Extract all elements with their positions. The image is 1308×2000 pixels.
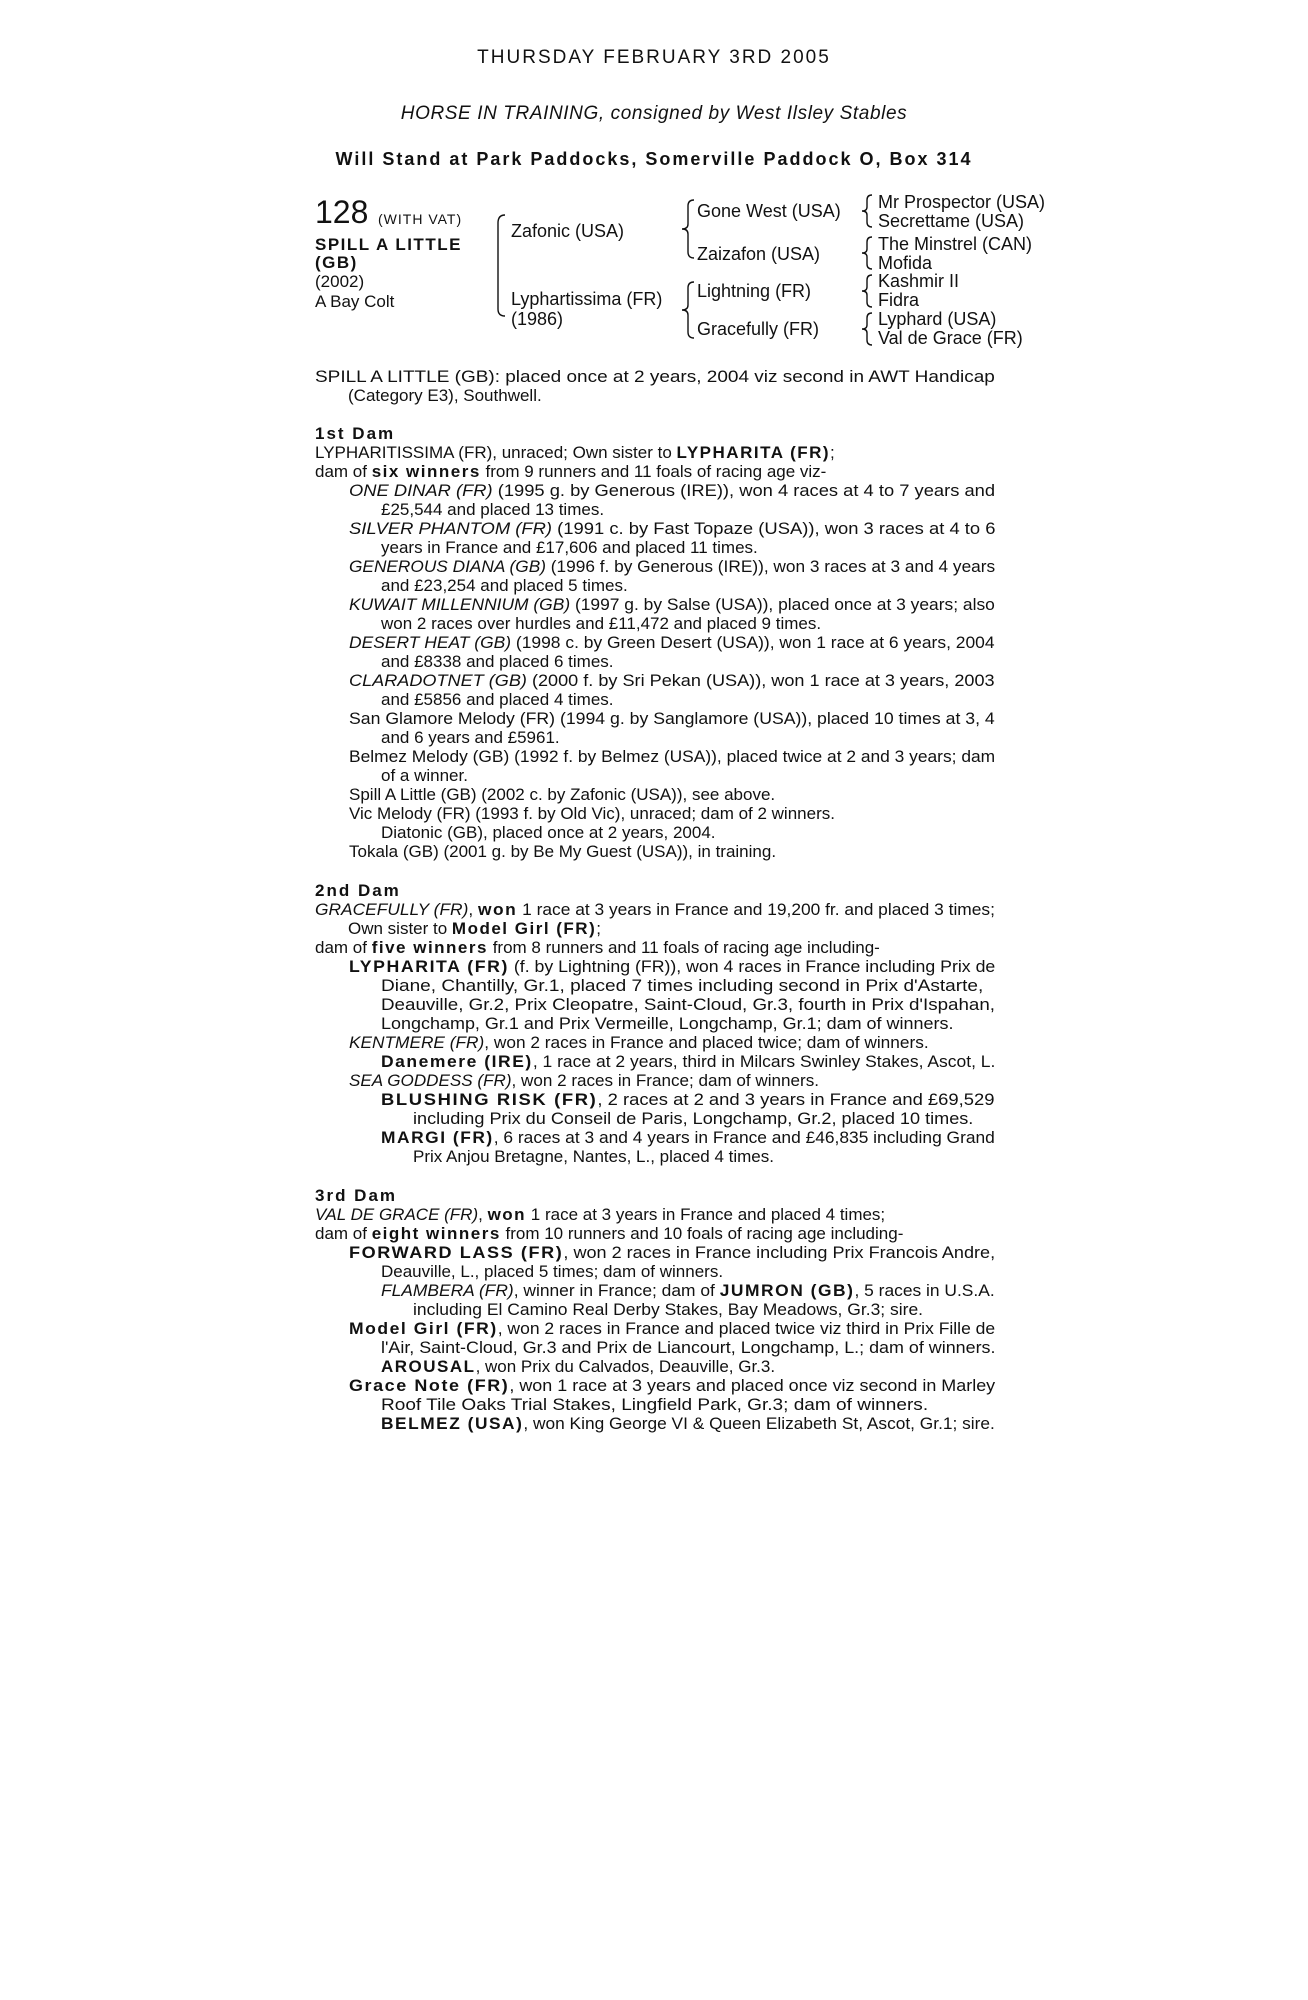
horse-name: SPILL A LITTLE (315, 235, 462, 254)
foaling-year: (2002) (315, 272, 365, 291)
pedigree-sire: Zafonic (USA) (511, 221, 625, 241)
consignment-line: HORSE IN TRAINING, consigned by West Ilsley Stables (400, 103, 908, 124)
race-summary-line1: SPILL A LITTLE (GB): placed once at 2 years, 2004 viz second in AWT Handicap (315, 367, 995, 386)
stand-location: Will Stand at Park Paddocks, Somerville Paddock O, Box 314 (335, 149, 973, 169)
ggp-7: Lyphard (USA) (878, 309, 997, 329)
produce-entry-cont: years in France and £17,606 and placed 11 times. (381, 538, 758, 557)
horse-country: (GB) (315, 253, 358, 272)
pedigree-sire-sire: Gone West (USA) (697, 201, 841, 221)
produce-entry: SILVER PHANTOM (FR) (1991 c. by Fast Topaze (USA)), won 3 races at 4 to 6 (349, 519, 996, 538)
ggp-brace-2 (860, 235, 878, 271)
ggp-3: The Minstrel (CAN) (878, 234, 1033, 254)
produce-entry-sub: Diatonic (GB), placed once at 2 years, 2004. (381, 823, 716, 842)
produce-entry: Vic Melody (FR) (1993 f. by Old Vic), unraced; dam of 2 winners. (349, 804, 835, 823)
first-dam-produce-summary: dam of six winners from 9 runners and 11 foals of racing age viz- (315, 462, 827, 481)
produce-entry: DESERT HEAT (GB) (1998 c. by Green Desert (USA)), won 1 race at 6 years, 2004 (349, 633, 995, 652)
ggp-brace-4 (860, 311, 878, 347)
third-dam-line: VAL DE GRACE (FR), won 1 race at 3 years in France and placed 4 times; (315, 1205, 886, 1224)
produce-entry-cont: of a winner. (381, 766, 468, 785)
second-dam-heading: 2nd Dam (315, 881, 401, 900)
ggp-2: Secrettame (USA) (878, 211, 1025, 231)
produce-entry-cont: l'Air, Saint-Cloud, Gr.3 and Prix de Liancourt, Longchamp, L.; dam of winners. (381, 1338, 996, 1357)
produce-entry-sub: Danemere (IRE), 1 race at 2 years, third in Milcars Swinley Stakes, Ascot, L. (381, 1052, 996, 1071)
produce-entry-sub-cont: including Prix du Conseil de Paris, Longchamp, Gr.2, placed 10 times. (413, 1109, 974, 1128)
race-summary-line2: (Category E3), Southwell. (348, 386, 542, 405)
ggp-1: Mr Prospector (USA) (878, 192, 1046, 212)
pedigree-dam: Lyphartissima (FR) (511, 289, 663, 309)
pedigree-sire-dam: Zaizafon (USA) (697, 244, 821, 264)
second-dam-line: GRACEFULLY (FR), won 1 race at 3 years in France and 19,200 fr. and placed 3 times; (315, 900, 995, 919)
produce-entry-cont: Deauville, Gr.2, Prix Cleopatre, Saint-Cloud, Gr.3, fourth in Prix d'Ispahan, (381, 995, 996, 1014)
lot-number: 128 (315, 194, 369, 230)
ggp-4: Mofida (878, 253, 933, 273)
produce-entry-sub: FLAMBERA (FR), winner in France; dam of JUMRON (GB), 5 races in U.S.A. (381, 1281, 995, 1300)
produce-entry-cont: and £5856 and placed 4 times. (381, 690, 614, 709)
produce-entry-cont: Diane, Chantilly, Gr.1, placed 7 times including second in Prix d'Astarte, (381, 976, 984, 995)
produce-entry-sub: MARGI (FR), 6 races at 3 and 4 years in France and £46,835 including Grand (381, 1128, 995, 1147)
produce-entry-cont: and £8338 and placed 6 times. (381, 652, 614, 671)
produce-entry: KENTMERE (FR), won 2 races in France and placed twice; dam of winners. (349, 1033, 929, 1052)
produce-entry: KUWAIT MILLENNIUM (GB) (1997 g. by Salse (USA)), placed once at 3 years; also (349, 595, 995, 614)
vat-note: (WITH VAT) (378, 211, 463, 227)
second-dam-sister-note: Own sister to Model Girl (FR); (348, 919, 601, 938)
first-dam-heading: 1st Dam (315, 424, 396, 443)
produce-entry: CLARADOTNET (GB) (2000 f. by Sri Pekan (USA)), won 1 race at 3 years, 2003 (349, 671, 995, 690)
produce-entry: ONE DINAR (FR) (1995 g. by Generous (IRE)), won 4 races at 4 to 7 years and (349, 481, 996, 500)
produce-entry: San Glamore Melody (FR) (1994 g. by Sanglamore (USA)), placed 10 times at 3, 4 (349, 709, 995, 728)
ggp-brace-3 (860, 273, 878, 309)
ggp-brace-1 (860, 193, 878, 229)
produce-entry: Spill A Little (GB) (2002 c. by Zafonic (USA)), see above. (349, 785, 776, 804)
produce-entry-sub: BELMEZ (USA), won King George VI & Queen Elizabeth St, Ascot, Gr.1; sire. (381, 1414, 995, 1433)
produce-entry: GENEROUS DIANA (GB) (1996 f. by Generous (IRE)), won 3 races at 3 and 4 years (349, 557, 996, 576)
produce-entry-cont: won 2 races over hurdles and £11,472 and placed 9 times. (381, 614, 822, 633)
third-dam-produce-summary: dam of eight winners from 10 runners and 10 foals of racing age including- (315, 1224, 904, 1243)
pedigree-dam-sire: Lightning (FR) (697, 281, 812, 301)
produce-entry-cont: and 6 years and £5961. (381, 728, 560, 747)
produce-entry: Tokala (GB) (2001 g. by Be My Guest (USA)), in training. (349, 842, 777, 861)
sire-dam-bracket (493, 213, 511, 317)
first-dam-line: LYPHARITISSIMA (FR), unraced; Own sister to LYPHARITA (FR); (315, 443, 835, 462)
ggp-6: Fidra (878, 290, 920, 310)
produce-entry: Model Girl (FR), won 2 races in France and placed twice viz third in Prix Fille de (349, 1319, 996, 1338)
produce-entry: SEA GODDESS (FR), won 2 races in France; dam of winners. (349, 1071, 819, 1090)
pedigree-dam-year: (1986) (511, 309, 564, 329)
third-dam-heading: 3rd Dam (315, 1186, 398, 1205)
ggp-5: Kashmir II (878, 271, 960, 291)
pedigree-dam-dam: Gracefully (FR) (697, 319, 820, 339)
produce-entry-sub: AROUSAL, won Prix du Calvados, Deauville, Gr.3. (381, 1357, 776, 1376)
produce-entry: Grace Note (FR), won 1 race at 3 years and placed once viz second in Marley (349, 1376, 996, 1395)
produce-entry: Belmez Melody (GB) (1992 f. by Belmez (USA)), placed twice at 2 and 3 years; dam (349, 747, 996, 766)
produce-entry: LYPHARITA (FR) (f. by Lightning (FR)), won 4 races in France including Prix de (349, 957, 996, 976)
sale-date: THURSDAY FEBRUARY 3RD 2005 (477, 47, 831, 68)
produce-entry-cont: and £23,254 and placed 5 times. (381, 576, 628, 595)
produce-entry: FORWARD LASS (FR), won 2 races in France including Prix Francois Andre, (349, 1243, 996, 1262)
horse-description: A Bay Colt (315, 292, 395, 311)
produce-entry-cont: £25,544 and placed 13 times. (381, 500, 605, 519)
produce-entry-cont: Roof Tile Oaks Trial Stakes, Lingfield Park, Gr.3; dam of winners. (381, 1395, 929, 1414)
produce-entry-cont: Longchamp, Gr.1 and Prix Vermeille, Longchamp, Gr.1; dam of winners. (381, 1014, 954, 1033)
produce-entry-cont: Deauville, L., placed 5 times; dam of winners. (381, 1262, 724, 1281)
second-dam-produce-summary: dam of five winners from 8 runners and 11 foals of racing age including- (315, 938, 880, 957)
produce-entry-sub: BLUSHING RISK (FR), 2 races at 2 and 3 years in France and £69,529 (381, 1090, 995, 1109)
produce-entry-sub-cont: including El Camino Real Derby Stakes, Bay Meadows, Gr.3; sire. (413, 1300, 924, 1319)
ggp-8: Val de Grace (FR) (878, 328, 1023, 348)
produce-entry-sub-cont: Prix Anjou Bretagne, Nantes, L., placed 4 times. (413, 1147, 774, 1166)
